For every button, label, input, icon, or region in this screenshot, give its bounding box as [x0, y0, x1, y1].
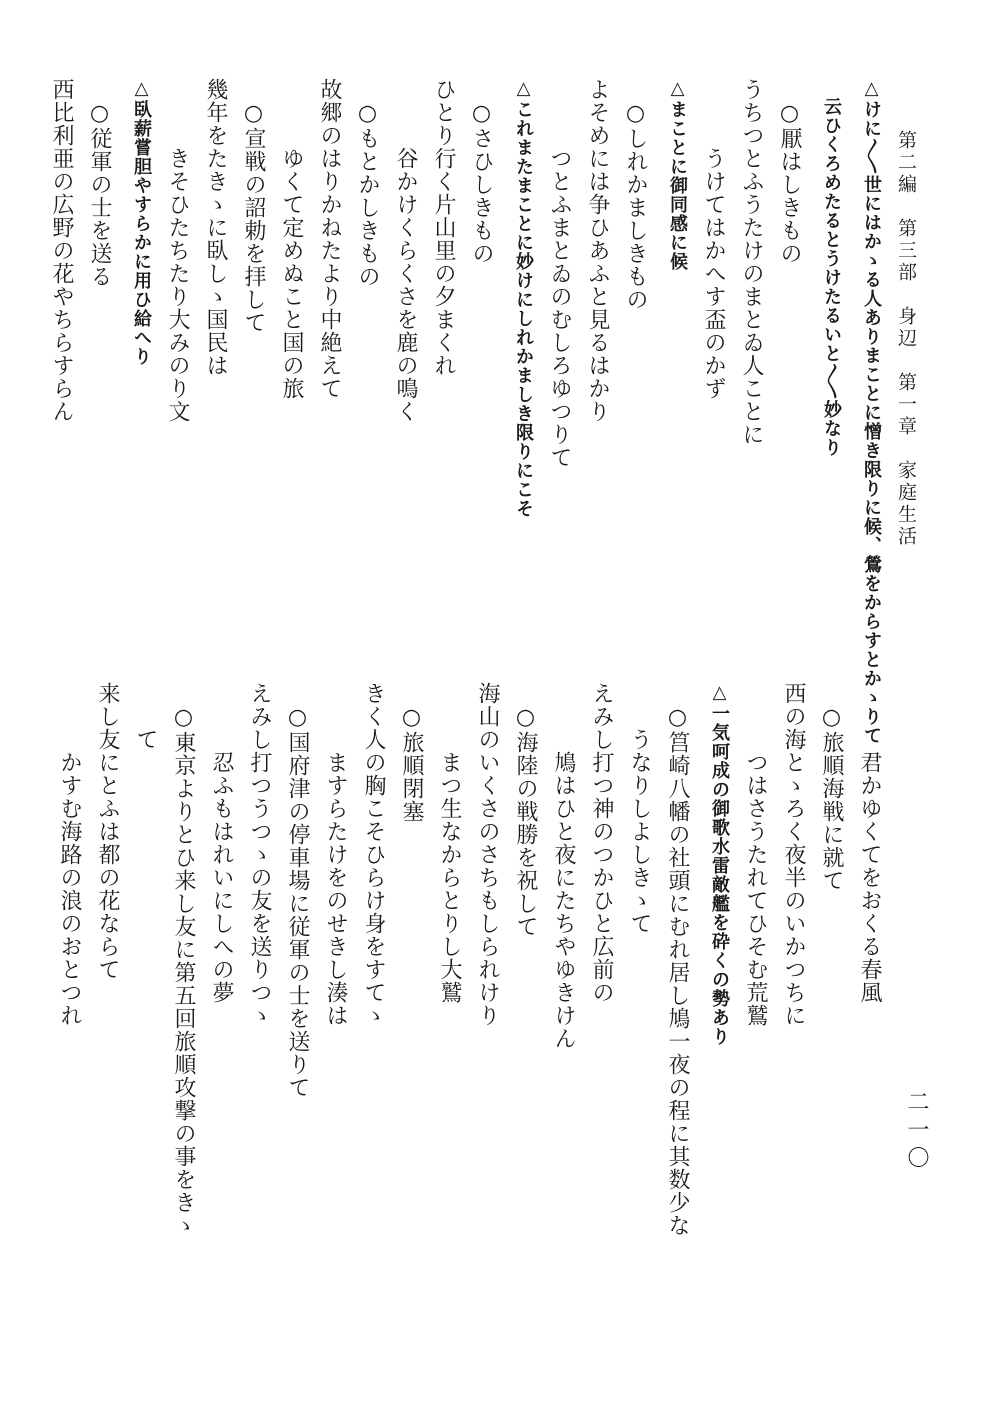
text-column: つとふまとゐのむしろゆつりて: [547, 147, 572, 470]
text-column: 幾年をたきゝに臥しゝ国民は: [203, 78, 228, 377]
text-column: ますらたけをのせきし湊は: [323, 751, 348, 1028]
text-column: ○旅順閉塞: [399, 705, 424, 824]
text-column: ○さひしきもの: [469, 101, 494, 266]
text-column: ○筥崎八幡の社頭にむれ居し鳩一夜の程に其数少な: [665, 705, 690, 1238]
text-column: ○しれかましきもの: [623, 101, 648, 312]
text-column: うちつとふうたけのまとゐ人ことに: [739, 78, 764, 446]
bottom-text-block: [42, 682, 880, 1382]
text-column: ○海陸の戦勝を祝して: [513, 705, 538, 939]
text-column: 海山のいくさのさちもしられけり: [475, 682, 500, 1027]
text-column: まつ生なからとりし大鷲: [437, 751, 462, 1005]
text-column: 忍ふもはれいにしへの夢: [209, 751, 234, 1005]
text-column: 谷かけくらくさを鹿の鳴く: [393, 147, 418, 424]
text-column: きそひたちたり大みのり文: [165, 147, 190, 424]
text-column: ○宣戦の詔勅を拝して: [241, 101, 266, 335]
text-column: 鳩はひと夜にたちやゆきけん: [551, 751, 576, 1051]
text-column: 西の海とゝろく夜半のいかつちに: [781, 682, 806, 1027]
running-header: 第二編 第三部 身辺 第一章 家庭生活: [895, 130, 917, 548]
text-column: えみし打つうつゝの友を送りつゝ: [247, 682, 272, 1027]
text-column: ゆくて定めぬこと国の旅: [279, 147, 304, 401]
text-column: えみし打つ神のつかひと広前の: [589, 682, 614, 1004]
text-column: ○東京よりとひ来し友に第五回旅順攻撃の事をきゝ: [171, 705, 196, 1238]
text-column: △まことに御同感に候: [667, 78, 688, 271]
text-column: 君かゆくてをおくる春風: [857, 751, 882, 1005]
text-column: ○国府津の停車場に従軍の士を送りて: [285, 705, 310, 1100]
top-text-block: [34, 78, 882, 745]
text-column: きく人の胸こそひらけ身をすてゝ: [361, 682, 386, 1027]
text-column: ○旅順海戦に就て: [819, 705, 844, 893]
text-column: うけてはかへす盃のかず: [701, 147, 726, 401]
text-column: △これまたまことに妙けにしれかましき限りにこそ: [513, 78, 534, 518]
text-column: ひとり行く片山里の夕まくれ: [431, 78, 456, 377]
text-column: △一気呵成の御歌水雷敵艦を砕くの勢あり: [709, 682, 730, 1046]
text-column: 西比利亜の広野の花やちらすらん: [49, 78, 74, 423]
text-column: △けに〳〵世にはかゝる人ありまことに憎き限りに候、鶯をからすとかゝりて: [861, 78, 882, 745]
text-column: よそめには争ひあふと見るはかり: [585, 78, 610, 423]
text-column: 云ひくろめたるとうけたるいと〳〵妙なり: [821, 96, 842, 457]
text-column: ○厭はしきもの: [777, 101, 802, 266]
text-column: て: [133, 728, 158, 752]
text-column: 来し友にとふは都の花ならて: [95, 682, 120, 981]
text-column: ○もとかしきもの: [355, 101, 380, 289]
text-column: つはさうたれてひそむ荒鷲: [743, 751, 768, 1028]
text-column: うなりしよしきゝて: [627, 728, 652, 936]
text-column: △臥薪嘗胆やすらかに用ひ給へり: [131, 78, 152, 366]
text-column: ○従軍の士を送る: [87, 101, 112, 289]
page-number: 二一〇: [904, 1090, 929, 1174]
text-column: 故郷のはりかねたより中絶えて: [317, 78, 342, 400]
text-column: かすむ海路の浪のおとつれ: [57, 751, 82, 1028]
